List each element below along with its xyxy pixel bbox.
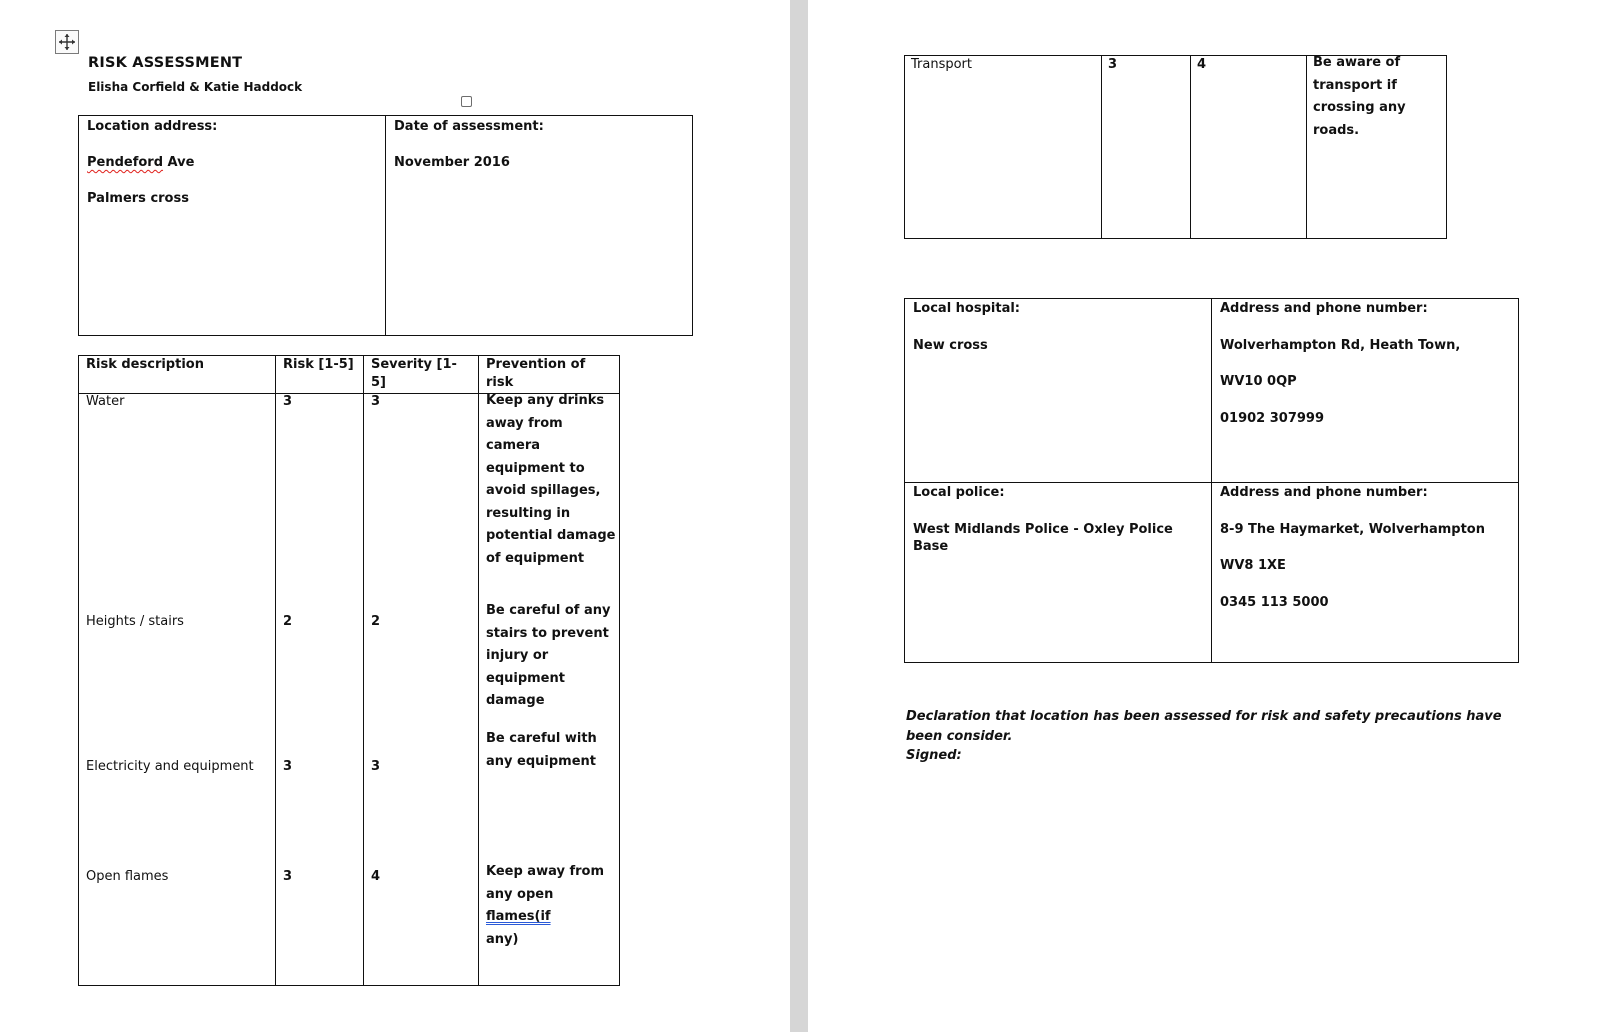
risk-score-open-flames: 3 (283, 869, 293, 884)
transport-table (904, 55, 1447, 239)
police-cell[interactable] (905, 483, 1212, 663)
location-address-line1: Pendeford Ave (87, 155, 195, 170)
risk-score-column[interactable] (276, 394, 364, 986)
signed-label: Signed: (906, 748, 962, 763)
police-address-line1: 8-9 The Haymarket, Wolverhampton (1220, 522, 1485, 537)
risk-desc-electricity: Electricity and equipment (86, 759, 254, 774)
risk-table (78, 355, 620, 986)
hospital-row (905, 299, 1519, 483)
location-address-line2: Palmers cross (87, 191, 189, 206)
document-page-left (0, 0, 790, 1032)
declaration-text: Declaration that location has been assessed for risk and safety precautions have been consider. (906, 709, 1502, 744)
hospital-address-cell[interactable] (1212, 299, 1519, 483)
document-title: RISK ASSESSMENT (88, 55, 243, 71)
grammar-flagged-word[interactable]: flames(if (486, 909, 551, 924)
risk-table-body-row (79, 394, 620, 986)
prevention-heights: Be careful of any stairs to prevent injury or equipment damage (486, 603, 611, 708)
police-postcode: WV8 1XE (1220, 558, 1286, 573)
risk-score-water: 3 (283, 394, 293, 409)
hospital-name: New cross (913, 338, 988, 353)
assessment-date-cell[interactable] (386, 116, 693, 336)
police-address-cell[interactable] (1212, 483, 1519, 663)
severity-open-flames: 4 (371, 869, 381, 884)
risk-score-electricity: 3 (283, 759, 293, 774)
header-risk: Risk [1-5] (276, 356, 364, 394)
header-risk-description: Risk description (79, 356, 276, 394)
transport-prevention[interactable]: Be aware of transport if crossing any roads. (1307, 56, 1447, 239)
transport-severity[interactable]: 4 (1191, 56, 1307, 239)
hospital-phone: 01902 307999 (1220, 411, 1325, 426)
risk-description-column[interactable] (79, 394, 276, 986)
hospital-label: Local hospital: (913, 301, 1021, 316)
police-row (905, 483, 1519, 663)
police-name: West Midlands Police - Oxley Police Base (913, 522, 1173, 554)
assessment-date-value: November 2016 (394, 155, 510, 170)
severity-heights: 2 (371, 614, 381, 629)
prevention-water: Keep any drinks away from camera equipment to avoid spillages, resulting in potential damage of equipment (486, 393, 616, 566)
header-severity: Severity [1-5] (364, 356, 479, 394)
risk-desc-water: Water (86, 394, 125, 409)
transport-row (905, 56, 1447, 239)
misspelled-word[interactable]: Pendeford (87, 155, 164, 170)
transport-description[interactable]: Transport (905, 56, 1102, 239)
location-address-cell[interactable] (79, 116, 386, 336)
assessment-date-label: Date of assessment: (394, 119, 544, 134)
document-authors: Elisha Corfield & Katie Haddock (88, 80, 303, 94)
transport-risk[interactable]: 3 (1102, 56, 1191, 239)
severity-water: 3 (371, 394, 381, 409)
table-move-handle[interactable] (55, 30, 79, 54)
location-address-label: Location address: (87, 119, 218, 134)
police-label: Local police: (913, 485, 1005, 500)
risk-table-header-row (79, 356, 620, 394)
prevention-column[interactable] (479, 394, 620, 986)
hospital-postcode: WV10 0QP (1220, 374, 1297, 389)
police-phone: 0345 113 5000 (1220, 595, 1329, 610)
hospital-address-line1: Wolverhampton Rd, Heath Town, (1220, 338, 1461, 353)
severity-electricity: 3 (371, 759, 381, 774)
checkbox-square-icon[interactable] (461, 96, 472, 107)
police-address-label: Address and phone number: (1220, 485, 1428, 500)
risk-desc-open-flames: Open flames (86, 869, 169, 884)
location-table (78, 115, 693, 336)
move-arrows-icon (58, 33, 76, 51)
risk-desc-heights: Heights / stairs (86, 614, 184, 629)
severity-column[interactable] (364, 394, 479, 986)
emergency-contacts-table (904, 298, 1519, 663)
page-gutter (790, 0, 808, 1032)
prevention-electricity: Be careful with any equipment (486, 731, 597, 769)
header-prevention: Prevention of risk (479, 356, 620, 394)
risk-score-heights: 2 (283, 614, 293, 629)
prevention-open-flames: Keep away from any open flames(if any) (486, 864, 605, 947)
hospital-cell[interactable] (905, 299, 1212, 483)
hospital-address-label: Address and phone number: (1220, 301, 1428, 316)
